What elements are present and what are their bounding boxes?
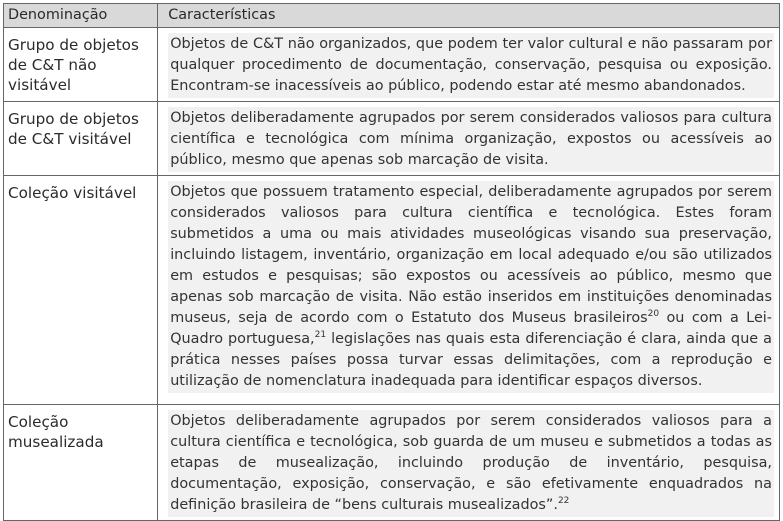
description-text-part3: legislações nas quais esta diferenciação é clara, ainda que a prática nesses países possa turvar essas delimitações, com a reprodução e utilização de nomenclatura inadequada para identificar espaços diversos. (170, 331, 772, 389)
description-text-part2: ou com a Lei-Quadro portuguesa, (170, 310, 772, 347)
row-description-cell (158, 28, 780, 102)
row-description-cell (158, 176, 780, 405)
header-denominacao: Denominação (4, 4, 158, 28)
footnote-22: 22 (557, 496, 570, 507)
table-header-row (4, 4, 780, 28)
row-name: Grupo de objetos de C&T visitável (4, 102, 158, 176)
row-description: Objetos de C&T não organizados, que podem ter valor cultural e não passaram por qualquer procedimento de documentação, conservação, pesquisa ou exposição. Encontram-se inacessíveis ao público, podendo estar até mesmo abandonados. (168, 33, 774, 98)
classification-table (3, 3, 780, 521)
table-row (4, 28, 780, 102)
row-name: Grupo de objetos de C&T não visitável (4, 28, 158, 102)
row-description-cell (158, 102, 780, 176)
row-description (168, 410, 774, 517)
description-text-part1: Objetos que possuem tratamento especial, deliberadamente agrupados por serem considerados valiosos para cultura científica e tecnológica. Estes foram submetidos a uma ou mais atividades museológicas visando sua preservação, incluindo listagem, inventário, organização em local adequado e/ou são utilizados em estudos e pesquisas; são expostos ou acessíveis ao público, mesmo que apenas sob marcação de visita. Não estão inseridos em instituições denominadas museus, seja de acordo com o Estatuto dos Museus brasileiros (170, 184, 772, 326)
description-text-part1: Objetos deliberadamente agrupados por serem considerados valiosos para a cultura científica e tecnológica, sob guarda de um museu e submetidos a todas as etapas de musealização, incluindo produção de inventário, pesquisa, documentação, exposição, conservação, e são efetivamente enquadrados na definição brasileira de “bens culturais musealizados”. (170, 413, 772, 513)
row-name: Coleção visitável (4, 176, 158, 405)
table-row (4, 176, 780, 405)
row-description-cell (158, 405, 780, 521)
row-description (168, 181, 774, 393)
row-name: Coleção musealizada (4, 405, 158, 521)
table-row (4, 405, 780, 521)
row-description: Objetos deliberadamente agrupados por serem considerados valiosos para cultura científica e tecnológica com mínima organização, expostos ou acessíveis ao público, mesmo que apenas sob marcação de visita. (168, 107, 774, 172)
footnote-20: 20 (647, 309, 660, 320)
footnote-21: 21 (314, 330, 327, 341)
header-caracteristicas: Características (158, 4, 780, 28)
table-row (4, 102, 780, 176)
